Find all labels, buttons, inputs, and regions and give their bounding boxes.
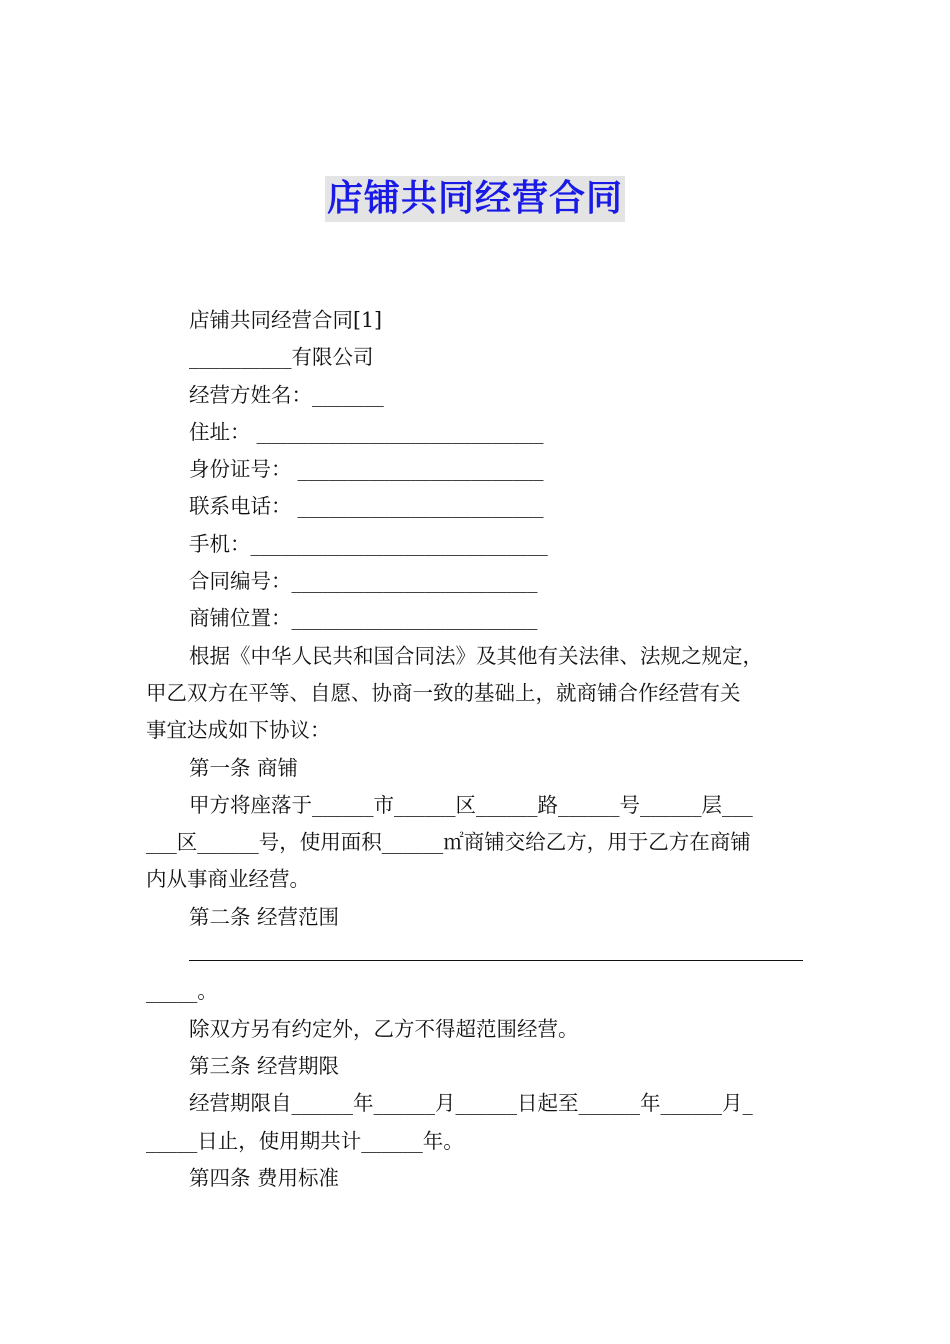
article-2-line: _____。 bbox=[146, 979, 218, 1004]
title-block bbox=[0, 176, 950, 222]
field-contract-number bbox=[146, 563, 808, 600]
preamble-line: 根据《中华人民共和国合同法》及其他有关法律、法规之规定， bbox=[189, 643, 763, 668]
article-1-line: ___区______号，使用面积______㎡商铺交给乙方，用于乙方在商铺 bbox=[146, 830, 751, 855]
field-blank: ____________________________ bbox=[256, 419, 544, 444]
article-1-line: 甲方将座落于______市______区______路______号______层___ bbox=[189, 792, 753, 817]
field-operator-name bbox=[146, 377, 808, 414]
field-blank: _______ bbox=[312, 382, 384, 407]
field-blank: _____________________________ bbox=[250, 531, 548, 556]
field-label: 手机： bbox=[189, 531, 251, 556]
article-1-heading: 第一条 商铺 bbox=[189, 755, 299, 780]
article-3-line: 经营期限自______年______月______日起至______年______月_ bbox=[189, 1091, 753, 1116]
document-title: 店铺共同经营合同 bbox=[325, 176, 625, 222]
fill-in-rule bbox=[189, 936, 803, 961]
preamble-line: 事宜达成如下协议： bbox=[146, 718, 331, 743]
field-blank: ________________________ bbox=[297, 494, 544, 519]
article-2-blank-rule bbox=[146, 936, 808, 973]
field-address bbox=[146, 414, 808, 451]
field-id-number bbox=[146, 451, 808, 488]
field-blank: ________________________ bbox=[297, 457, 544, 482]
field-phone bbox=[146, 488, 808, 525]
contract-subtitle: 店铺共同经营合同[1] bbox=[189, 308, 383, 332]
preamble-line: 甲乙双方在平等、自愿、协商一致的基础上，就商铺合作经营有关 bbox=[146, 680, 741, 705]
field-label: 身份证号： bbox=[189, 457, 292, 482]
field-label: 联系电话： bbox=[189, 494, 292, 519]
article-2-heading: 第二条 经营范围 bbox=[189, 904, 340, 929]
article-4-heading: 第四条 费用标准 bbox=[189, 1165, 340, 1190]
company-line: __________有限公司 bbox=[189, 345, 374, 370]
article-3-line: _____日止，使用期共计______年。 bbox=[146, 1128, 464, 1153]
article-3-heading: 第三条 经营期限 bbox=[189, 1053, 340, 1078]
article-2-line: 除双方另有约定外，乙方不得超范围经营。 bbox=[189, 1016, 579, 1041]
field-blank: ________________________ bbox=[291, 606, 538, 631]
document-body bbox=[146, 302, 808, 1197]
field-blank: ________________________ bbox=[291, 569, 538, 594]
field-label: 经营方姓名： bbox=[189, 382, 312, 407]
field-mobile bbox=[146, 526, 808, 563]
field-label: 合同编号： bbox=[189, 569, 292, 594]
field-shop-location bbox=[146, 600, 808, 637]
field-label: 住址： bbox=[189, 419, 251, 444]
field-label: 商铺位置： bbox=[189, 606, 292, 631]
article-1-line: 内从事商业经营。 bbox=[146, 867, 310, 892]
